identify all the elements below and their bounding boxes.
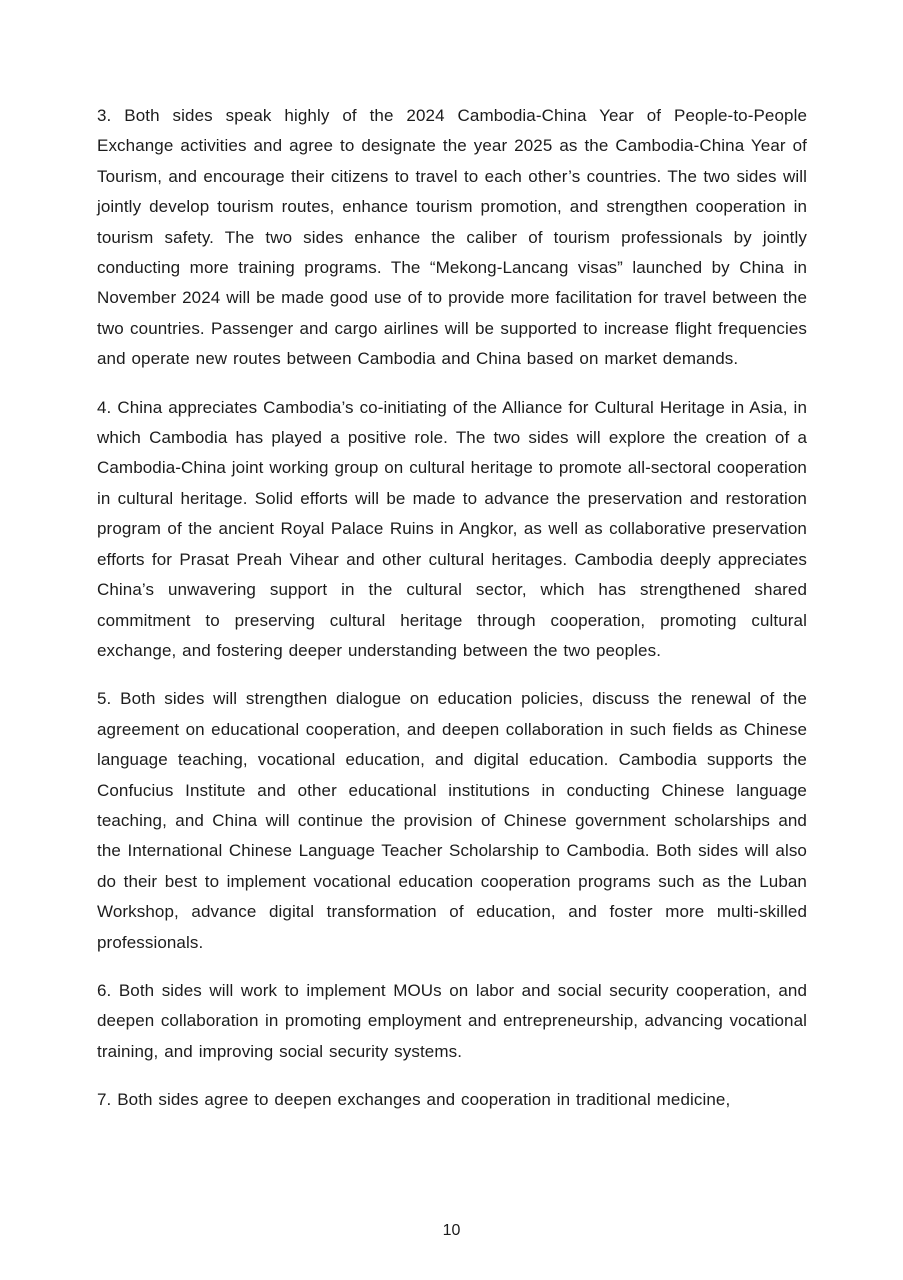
paragraph-6: 6. Both sides will work to implement MOUs on labor and social security cooperation, and deepen collaboration in promoting employment and entrepreneurship, advancing vocational training, and improving social security systems.	[97, 980, 807, 1061]
paragraph-5: 5. Both sides will strengthen dialogue on education policies, discuss the renewal of the agreement on educational cooperation, and deepen collaboration in such fields as Chinese language teaching, vocational education, and digital education. Cambodia supports the Confucius Institute and other educational institutions in conducting Chinese language teaching, and China will continue the provision of Chinese government scholarships and the International Chinese Language Teacher Scholarship to Cambodia. Both sides will also do their best to implement vocational education cooperation programs such as the Luban Workshop, advance digital transformation of education, and foster more multi-skilled professionals.	[97, 689, 807, 952]
document-text-block	[97, 101, 807, 1134]
paragraph-3: 3. Both sides speak highly of the 2024 Cambodia-China Year of People-to-People Exchange activities and agree to designate the year 2025 as the Cambodia-China Year of Tourism, and encourage their citizens to travel to each other’s countries. The two sides will jointly develop tourism routes, enhance tourism promotion, and strengthen cooperation in tourism safety. The two sides enhance the caliber of tourism professionals by jointly conducting more training programs. The “Mekong-Lancang visas” launched by China in November 2024 will be made good use of to provide more facilitation for travel between the two countries. Passenger and cargo airlines will be supported to increase flight frequencies and operate new routes between Cambodia and China based on market demands.	[97, 106, 807, 369]
paragraph-7: 7. Both sides agree to deepen exchanges and cooperation in traditional medicine,	[97, 1090, 731, 1110]
paragraph-4: 4. China appreciates Cambodia’s co-initiating of the Alliance for Cultural Heritage in Asia, in which Cambodia has played a positive role. The two sides will explore the creation of a Cambodia-China joint working group on cultural heritage to promote all-sectoral cooperation in cultural heritage. Solid efforts will be made to advance the preservation and restoration program of the ancient Royal Palace Ruins in Angkor, as well as collaborative preservation efforts for Prasat Preah Vihear and other cultural heritages. Cambodia deeply appreciates China’s unwavering support in the cultural sector, which has strengthened shared commitment to preserving cultural heritage through cooperation, promoting cultural exchange, and fostering deeper understanding between the two peoples.	[97, 397, 807, 660]
page-number: 10	[442, 1222, 461, 1239]
